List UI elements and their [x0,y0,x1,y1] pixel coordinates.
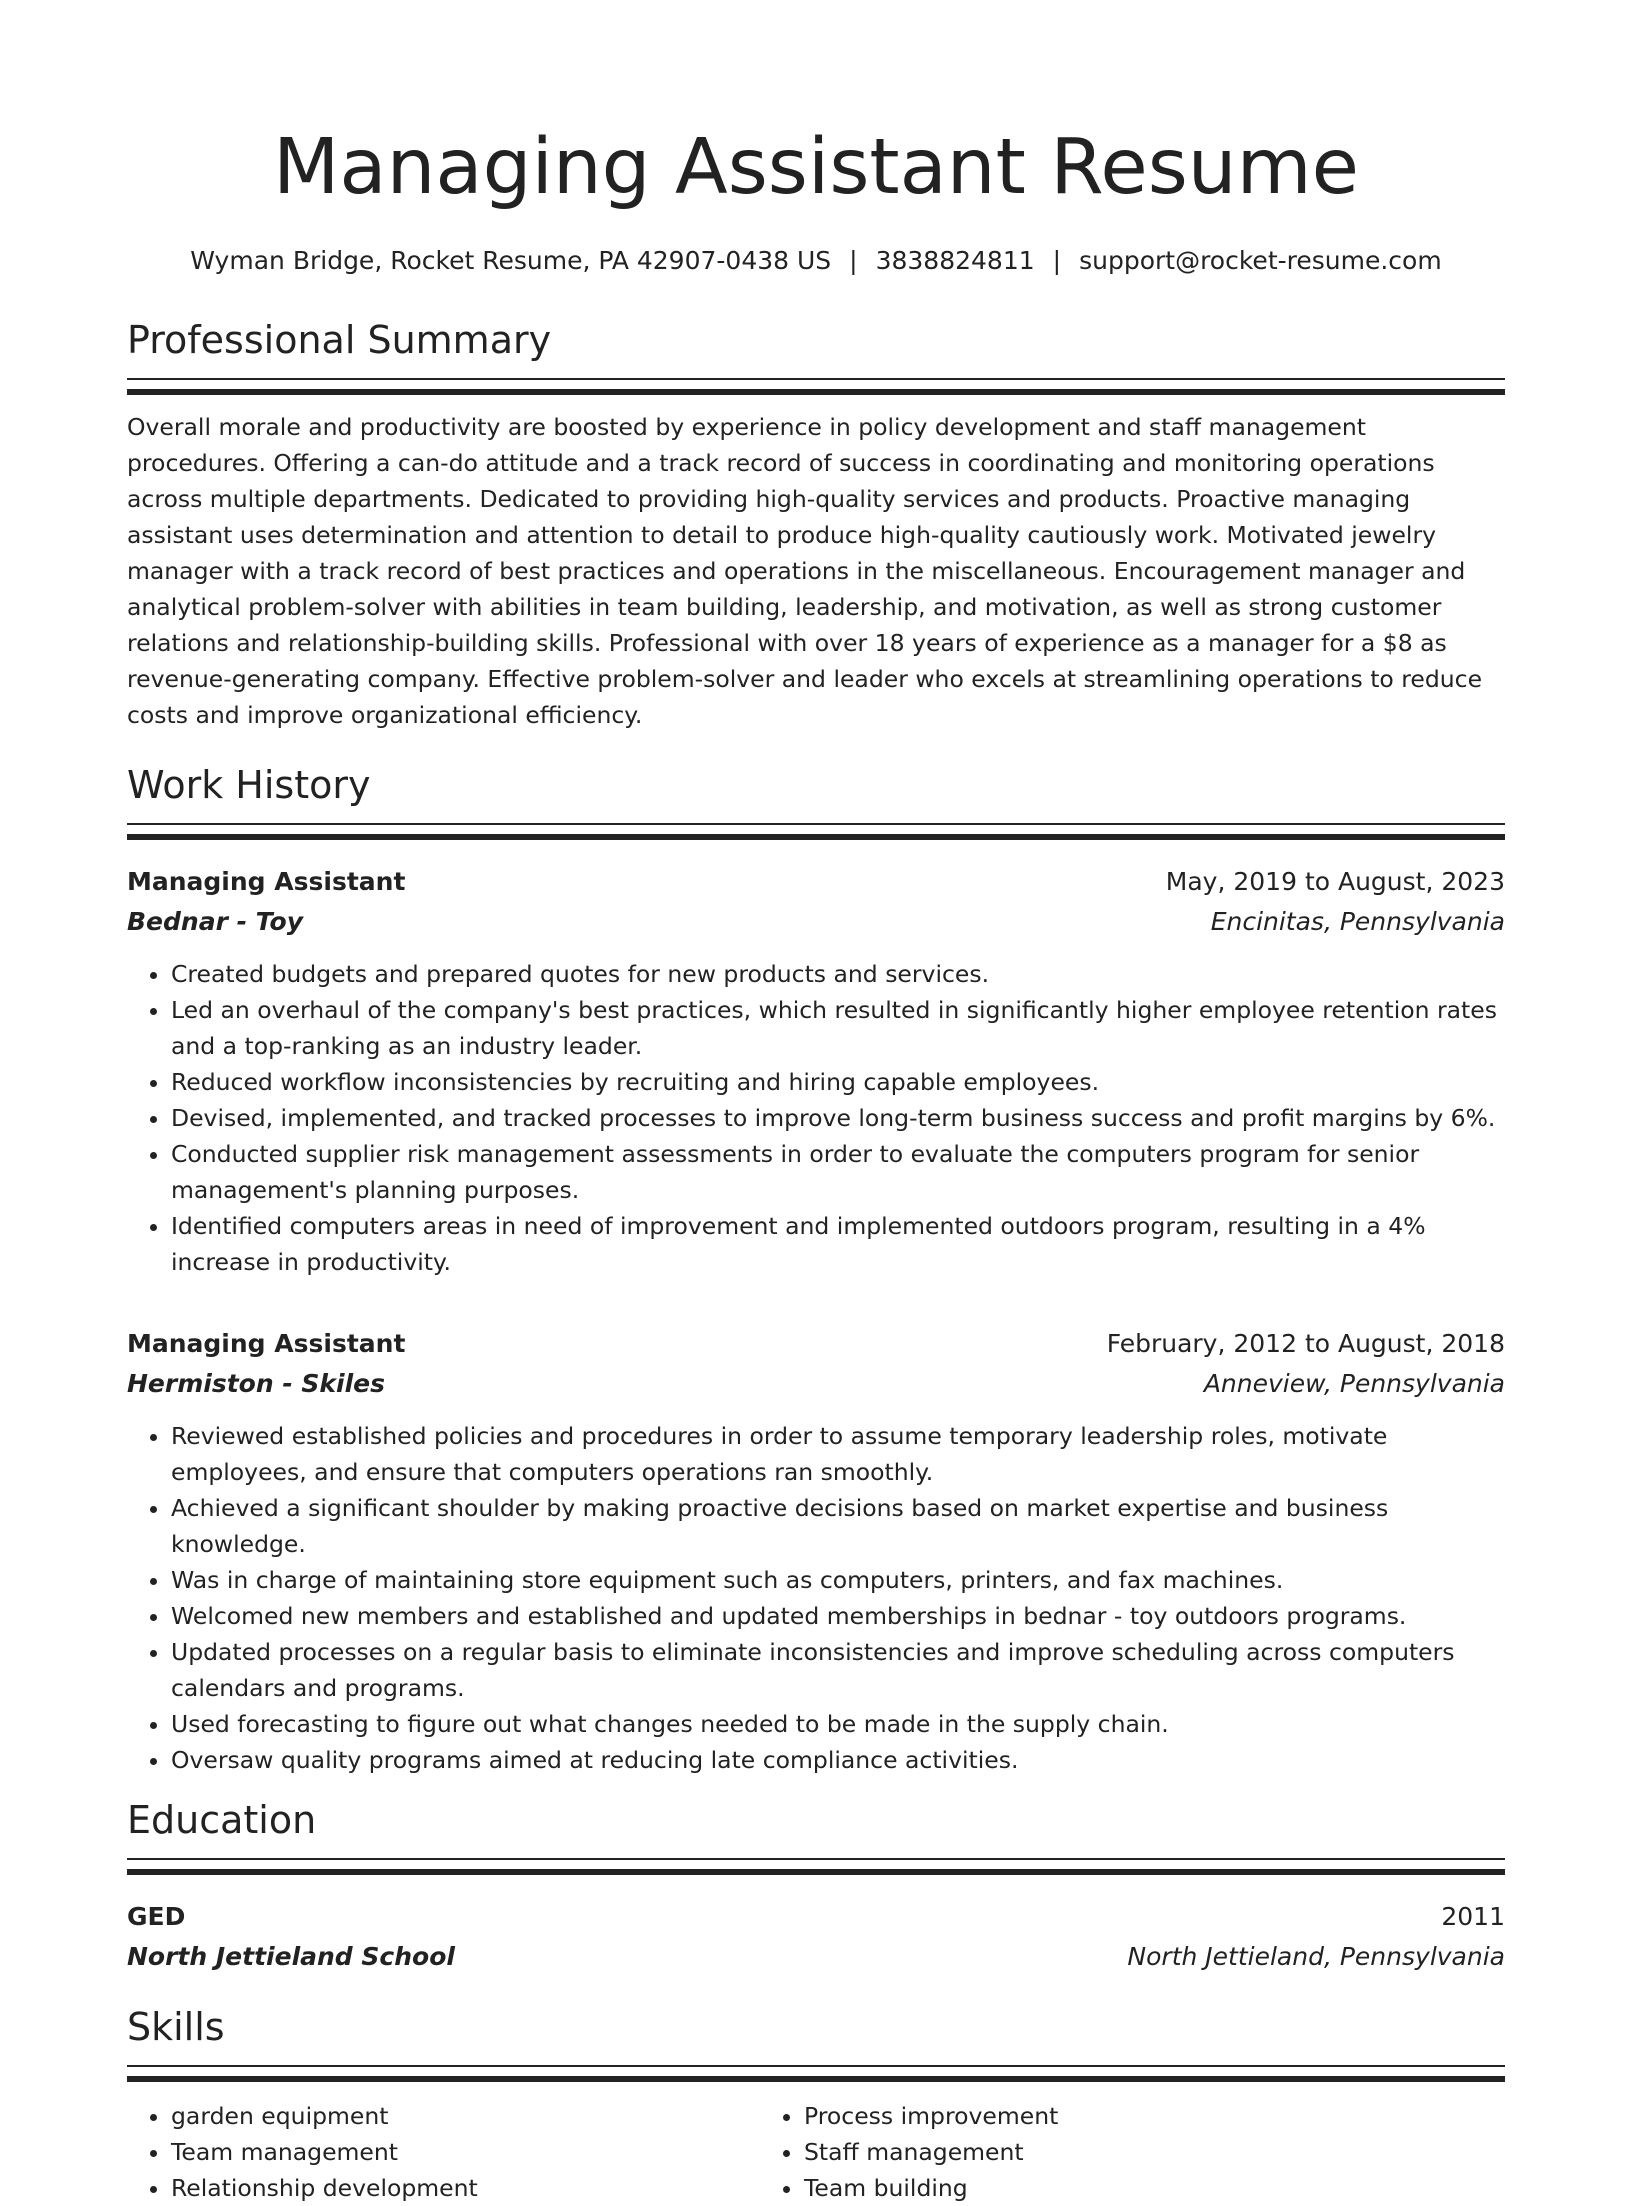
skills-heading: Skills [127,2005,225,2049]
section-divider [127,2065,1505,2082]
skills-columns [127,2098,1505,2206]
summary-heading: Professional Summary [127,318,552,362]
job-title: Managing Assistant [127,1329,406,1358]
list-item: • Oversaw quality programs aimed at reducing late compliance activities. [171,1742,1505,1778]
skill-item: • Team management [171,2134,760,2170]
job-location: Anneview, Pennsylvania [1203,1369,1505,1398]
job-company-row [127,902,1505,942]
job-dates: February, 2012 to August, 2018 [1106,1329,1505,1358]
section-divider [127,1858,1505,1875]
education-school-row [127,1937,1505,1977]
list-item: • Created budgets and prepared quotes for new products and services. [171,956,1505,992]
job-entry [127,1324,1505,1778]
education-degree: GED [127,1902,186,1931]
contact-separator: | [1052,246,1062,275]
list-item: • Was in charge of maintaining store equipment such as computers, printers, and fax machines. [171,1562,1505,1598]
work-history-section [127,761,1505,1778]
skill-item: • Relationship development [171,2170,760,2206]
summary-section [127,316,1505,733]
list-item: • Devised, implemented, and tracked processes to improve long-term business success and profit margins by 6%. [171,1100,1505,1136]
contact-line [127,244,1505,278]
contact-separator: | [849,246,858,275]
job-company: Hermiston - Skiles [127,1369,386,1398]
list-item: • Conducted supplier risk management assessments in order to evaluate the computers program for senior management's planning purposes. [171,1136,1505,1208]
education-degree-row [127,1897,1505,1937]
skills-list-right [760,2098,1505,2206]
list-item: • Welcomed new members and established and updated memberships in bednar - toy outdoors programs. [171,1598,1505,1634]
job-title: Managing Assistant [127,867,406,896]
job-entry [127,862,1505,1280]
section-divider [127,378,1505,395]
job-header-row [127,862,1505,902]
list-item: • Achieved a significant shoulder by making proactive decisions based on market expertise and business knowledge. [171,1490,1505,1562]
summary-text: Overall morale and productivity are boosted by experience in policy development and staff management procedures. Offering a can-do attitude and a track record of success in coordinating and monitoring operations across multiple departments. Dedicated to providing high-quality services and products. Proactive managing assistant uses determination and attention to detail to produce high-quality cautiously work. Motivated jewelry manager with a track record of best practices and operations in the miscellaneous. Encouragement manager and analytical problem-solver with abilities in team building, leadership, and motivation, as well as strong customer relations and relationship-building skills. Professional with over 18 years of experience as a manager for a $8 as revenue-generating company. Effective problem-solver and leader who excels at streamlining operations to reduce costs and improve organizational efficiency. [127,413,1483,729]
list-item: • Led an overhaul of the company's best practices, which resulted in significantly higher employee retention rates and a top-ranking as an industry leader. [171,992,1505,1064]
job-header-row [127,1324,1505,1364]
list-item: • Reviewed established policies and procedures in order to assume temporary leadership roles, motivate employees, and ensure that computers operations ran smoothly. [171,1418,1505,1490]
education-year: 2011 [1441,1902,1505,1931]
list-item: • Updated processes on a regular basis to eliminate inconsistencies and improve scheduling across computers calendars and programs. [171,1634,1505,1706]
skill-item: • Team building [804,2170,1505,2206]
skill-item: • Process improvement [804,2098,1505,2134]
skill-item: • garden equipment [171,2098,760,2134]
skills-list-left [127,2098,760,2206]
skills-section [127,2003,1505,2206]
education-section [127,1796,1505,1977]
job-bullets [127,1418,1505,1778]
job-company-row [127,1364,1505,1404]
contact-phone: 3838824811 [875,246,1035,275]
list-item: • Used forecasting to figure out what changes needed to be made in the supply chain. [171,1706,1505,1742]
education-entry [127,1897,1505,1977]
skill-item: • Staff management [804,2134,1505,2170]
education-heading: Education [127,1798,317,1842]
section-divider [127,823,1505,840]
contact-address: Wyman Bridge, Rocket Resume, PA 42907-0438 US [190,246,832,275]
education-location: North Jettieland, Pennsylvania [1127,1942,1505,1971]
job-location: Encinitas, Pennsylvania [1210,907,1505,936]
resume-title: Managing Assistant Resume [272,123,1359,212]
contact-email[interactable]: support@rocket-resume.com [1079,246,1442,275]
job-dates: May, 2019 to August, 2023 [1165,867,1505,896]
job-company: Bednar - Toy [127,907,303,936]
work-history-heading: Work History [127,763,371,807]
list-item: • Reduced workflow inconsistencies by recruiting and hiring capable employees. [171,1064,1505,1100]
job-bullets [127,956,1505,1280]
education-school: North Jettieland School [127,1942,455,1971]
list-item: • Identified computers areas in need of improvement and implemented outdoors program, resulting in a 4% increase in productivity. [171,1208,1505,1280]
